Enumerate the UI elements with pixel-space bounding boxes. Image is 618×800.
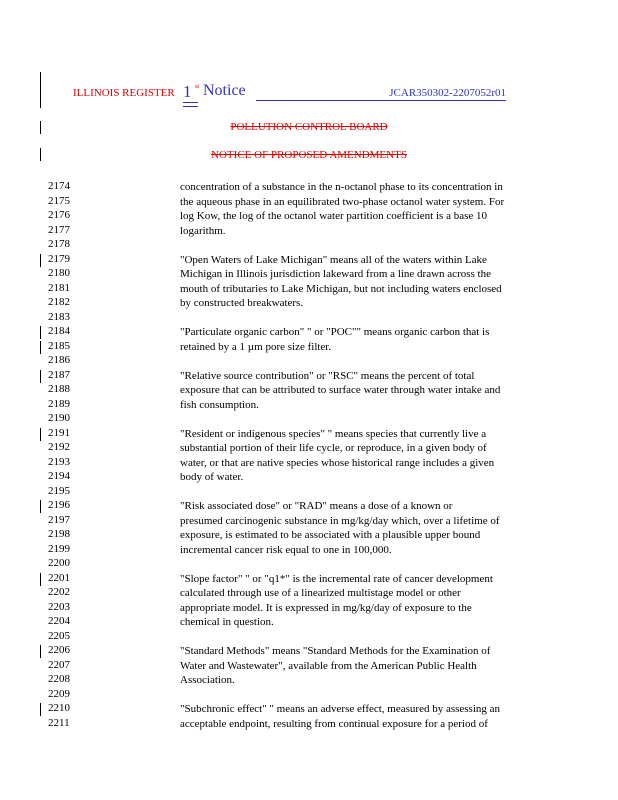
line-number: 2177 [48, 223, 70, 236]
double-underline [183, 102, 198, 103]
change-bar [40, 573, 41, 586]
line-number: 2195 [48, 484, 70, 497]
change-bar [40, 72, 41, 108]
register-label: ILLINOIS REGISTER [73, 87, 175, 99]
paragraph-line: retained by a 1 µm pore size filter. [180, 340, 332, 353]
paragraph-line: "Relative source contribution" or "RSC" means the percent of total [180, 369, 475, 382]
definition-paragraph [180, 499, 540, 557]
change-bar [40, 428, 41, 441]
line-number: 2189 [48, 397, 70, 410]
paragraph-line: Michigan in Illinois jurisdiction lakeward from a line drawn across the [180, 268, 491, 280]
paragraph-line: acceptable endpoint, resulting from continual exposure for a period of [180, 717, 488, 730]
line-number: 2211 [48, 716, 70, 729]
paragraph-line: presumed carcinogenic substance in mg/kg/day which, over a lifetime of [180, 514, 500, 527]
line-number: 2204 [48, 615, 70, 627]
line-number: 2210 [48, 702, 70, 714]
paragraph-line: water, or that are native species whose historical range includes a given [180, 456, 495, 469]
paragraph-line: log Kow, the log of the octanol water partition coefficient is a base 10 [180, 210, 487, 222]
line-number: 2207 [48, 658, 70, 671]
line-number: 2185 [48, 339, 70, 352]
line-number: 2182 [48, 296, 70, 308]
change-bar [40, 645, 41, 658]
definition-paragraph [180, 180, 540, 238]
line-number: 2193 [48, 455, 70, 468]
line-number: 2183 [48, 310, 70, 323]
paragraph-line: mouth of tributaries to Lake Michigan, but not including waters enclosed [180, 282, 502, 295]
line-number: 2175 [48, 194, 70, 207]
paragraph-line: "Open Waters of Lake Michigan" means all of the waters within Lake [180, 253, 487, 266]
line-number: 2180 [48, 267, 70, 279]
paragraph-line: substantial portion of their life cycle, or reproduce, in a given body of [180, 442, 487, 454]
issue-number: 1 [183, 82, 192, 101]
line-number: 2194 [48, 470, 70, 482]
paragraph-line: "Risk associated dose" or "RAD" means a dose of a known or [180, 500, 453, 512]
line-number: 2187 [48, 368, 70, 381]
paragraph-line: Water and Wastewater", available from the American Public Health [180, 659, 477, 672]
paragraph-line: body of water. [180, 471, 244, 483]
definition-paragraph [180, 644, 540, 688]
line-number: 2190 [48, 412, 70, 424]
definition-paragraph [180, 427, 540, 485]
line-number: 2184 [48, 325, 70, 337]
paragraph-line: appropriate model. It is expressed in mg/kg/day of exposure to the [180, 601, 472, 614]
definition-paragraph [180, 253, 540, 311]
line-number: 2179 [48, 252, 70, 265]
board-title: POLLUTION CONTROL BOARD [230, 121, 388, 133]
paragraph-line: logarithm. [180, 224, 226, 237]
register-header [73, 84, 533, 104]
paragraph-line: Association. [180, 674, 235, 686]
paragraph-line: exposure that can be attributed to surface water through water intake and [180, 384, 501, 396]
definition-paragraph [180, 369, 540, 413]
line-number: 2186 [48, 354, 70, 366]
double-underline [183, 106, 198, 107]
line-number: 2191 [48, 426, 70, 439]
line-number: 2200 [48, 557, 70, 569]
paragraph-line: by constructed breakwaters. [180, 297, 304, 309]
paragraph-line: fish consumption. [180, 398, 259, 411]
change-bar [40, 326, 41, 339]
line-number: 2202 [48, 586, 70, 598]
paragraph-line: "Particulate organic carbon" " or "POC"" means organic carbon that is [180, 326, 490, 338]
paragraph-line: concentration of a substance in the n-octanol phase to its concentration in [180, 181, 503, 193]
change-bar [40, 703, 41, 716]
paragraph-line: "Resident or indigenous species" " means species that currently live a [180, 427, 487, 440]
line-number: 2192 [48, 441, 70, 453]
change-bar [40, 341, 41, 354]
change-bar [40, 500, 41, 513]
paragraph-line: "Standard Methods" means "Standard Methods for the Examination of [180, 645, 491, 657]
paragraph-line: chemical in question. [180, 616, 274, 628]
line-number: 2209 [48, 687, 70, 700]
change-bar [40, 254, 41, 267]
issue-suffix: st [195, 84, 200, 90]
line-number: 2201 [48, 571, 70, 584]
line-number: 2198 [48, 528, 70, 540]
paragraph-line: the aqueous phase in an equilibrated two-phase octanol water system. For [180, 195, 505, 208]
line-number: 2176 [48, 209, 70, 221]
line-number: 2203 [48, 600, 70, 613]
notice-label: Notice [203, 82, 246, 99]
definition-paragraph [180, 702, 540, 731]
line-number: 2178 [48, 238, 70, 250]
line-number: 2205 [48, 629, 70, 642]
paragraph-line: "Slope factor" " or "q1*" is the incremental rate of cancer development [180, 572, 493, 585]
line-number: 2181 [48, 281, 70, 294]
change-bar [40, 370, 41, 383]
paragraph-line: "Subchronic effect" " means an adverse effect, measured by assessing an [180, 703, 501, 715]
paragraph-line: exposure, is estimated to be associated with a plausible upper bound [180, 529, 481, 541]
definition-paragraph [180, 572, 540, 630]
definition-paragraph [180, 325, 540, 354]
notice-title: NOTICE OF PROPOSED AMENDMENTS [211, 149, 407, 161]
jcar-code: JCAR350302-2207052r01 [256, 87, 506, 101]
line-number: 2208 [48, 673, 70, 685]
line-number: 2199 [48, 542, 70, 555]
line-number: 2188 [48, 383, 70, 395]
line-number: 2206 [48, 644, 70, 656]
line-number: 2196 [48, 499, 70, 511]
line-number: 2197 [48, 513, 70, 526]
paragraph-line: calculated through use of a linearized multistage model or other [180, 587, 461, 599]
paragraph-line: incremental cancer risk equal to one in 100,000. [180, 543, 392, 556]
line-number: 2174 [48, 180, 70, 192]
